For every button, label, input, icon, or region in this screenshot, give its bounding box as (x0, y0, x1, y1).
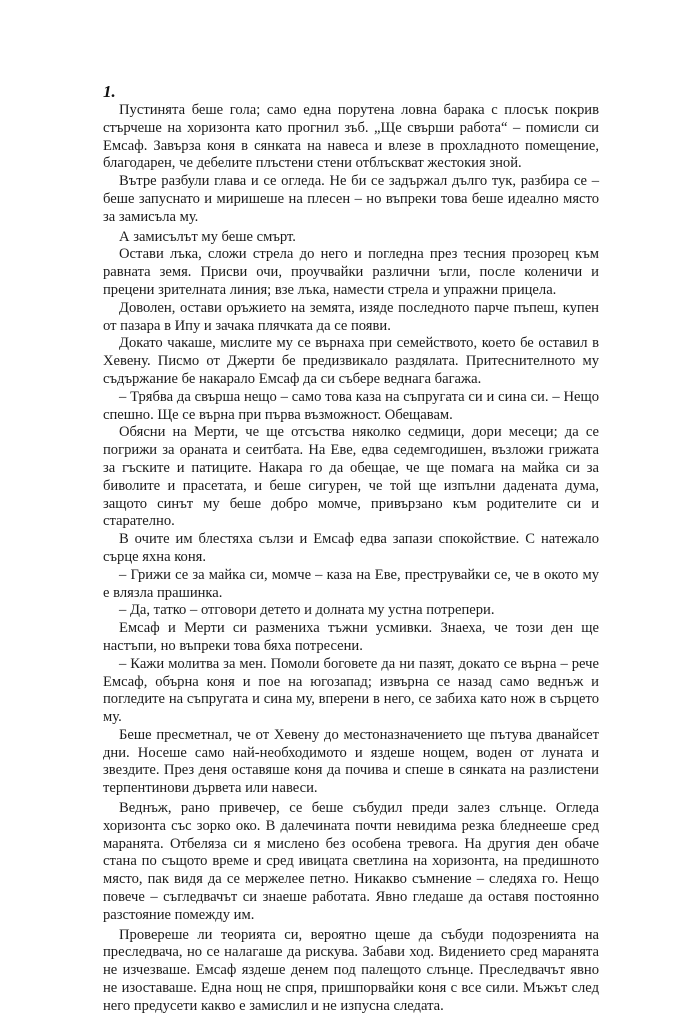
paragraph-10: – Грижи се за майка си, момче – каза на Еве, преструвайки се, че в окото му е влязла прашинка. (103, 566, 599, 601)
paragraph-8: Обясни на Мерти, че ще отсъства няколко седмици, дори месеци; да се погрижи за ораната и сеитбата. На Еве, едва седемгодишен, възложи грижата за гъските и патиците. Накара го да обещае, че ще помага на майка си за биволите и прасетата, и беше сигурен, че той ще изпълни дадената дума, защото синът му беше добро момче, привързано към родителите си и старателно. (103, 424, 599, 530)
paragraph-4: Остави лъка, сложи стрела до него и погледна през тесния прозорец към равната земя. Присви очи, проучвайки различни ъгли, после коленичи и прецени зрителната линия; взе лъка, намести стрела и упражни прицела. (103, 246, 599, 298)
paragraph-14: Беше пресметнал, че от Хевену до местоназначението ще пътува дванайсет дни. Носеше само най-необходимото и яздеше нощем, воден от луната и звездите. През деня оставяше коня да почива и спеше в сянката на разлистени терпентинови дървета или навеси. (103, 726, 599, 797)
paragraph-3: А замисълът му беше смърт. (119, 228, 296, 245)
paragraph-9: В очите им блестяха сълзи и Емсаф едва запази спокойствие. С натежало сърце яхна коня. (103, 531, 599, 565)
paragraph-5: Доволен, остави оръжието на земята, изяде последното парче пъпеш, купен от пазара в Ипу и зачака плячката да се появи. (103, 299, 599, 334)
paragraph-11: – Да, татко – отговори детето и долната му устна потрепери. (119, 602, 495, 619)
paragraph-15: Веднъж, рано привечер, се беше събудил преди залез слънце. Огледа хоризонта със зорко око. В далечината почти невидима резка бледнееше сред маранята. Отбеляза си я мислено без особена тревога. На другия ден обаче стана по същото време и сред ивицата светлина на хоризонта, на предишното място, пак видя да се мержелее петно. Никакво съмнение – следяха го. Нещо повече – съгледвачът си знаеше работата. Явно гледаше да оставя постоянно разстояние помежду им. (103, 800, 599, 923)
chapter-number: 1. (103, 82, 116, 101)
paragraph-7: – Трябва да свърша нещо – само това каза на съпругата си и сина си. – Нещо спешно. Ще се върна при първа възможност. Обещавам. (103, 388, 599, 423)
paragraph-13: – Кажи молитва за мен. Помоли боговете да ни пазят, докато се върна – рече Емсаф, обърна коня и пое на югозапад; извърна се назад само веднъж и погледите на съпругата и сина му, вперени в него, се забиха като нож в сърцето му. (103, 655, 599, 726)
paragraph-6: Докато чакаше, мислите му се върнаха при семейството, което бе оставил в Хевену. Писмо от Джерти бе предизвикало раздялата. Притеснителното му съдържание бе накарало Емсаф да си събере веднага багажа. (103, 335, 599, 387)
paragraph-16: Провереше ли теорията си, вероятно щеше да събуди подозренията на преследвача, но се налагаше да рискува. Забави ход. Видението сред маранята не изчезваше. Емсаф яздеше денем под палещото слънце. Преследвачът явно не изоставаше. Една нощ не спря, пришпорвайки коня с все сили. Мъжът след него предусети какво е замислил и не изпусна следата. (103, 926, 599, 1014)
paragraph-1: Пустинята беше гола; само една порутена ловна барака с плосък покрив стърчеше на хоризонта като прогнил зъб. „Ще свърши работа“ – помисли си Емсаф. Завърза коня в сянката на навеса и влезе в прохладното помещение, благодарен, че дебелите плъстени стени отблъскват жестокия зной. (103, 102, 599, 172)
paragraph-2: Вътре разбули глава и се огледа. Не би се задържал дълго тук, разбира се – беше запуснато и миришеше на плесен – но въпреки това беше идеално място за замисъла му. (103, 173, 599, 225)
paragraph-12: Емсаф и Мерти си размениха тъжни усмивки. Знаеха, че този ден ще настъпи, но въпреки това бяха потресени. (103, 620, 599, 654)
chapter-content (103, 82, 599, 1016)
